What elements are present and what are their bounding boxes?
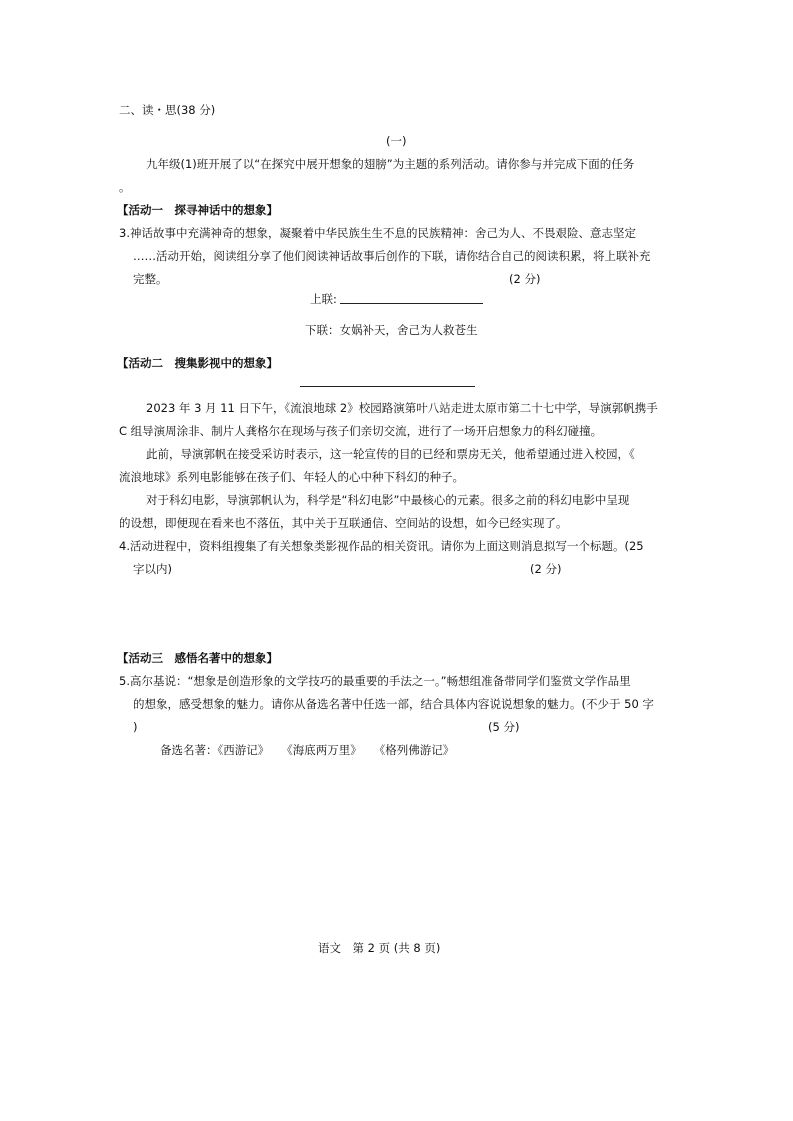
- couplet-lower: 下联：女娲补天，舍己为人救苍生: [305, 323, 478, 337]
- activity1-heading: 【活动一 探寻神话中的想象】: [117, 203, 278, 217]
- book-option-3: 《格列佛游记》: [373, 743, 455, 757]
- intro-line-2: 。: [119, 180, 131, 194]
- news-p3-line-1: 对于科幻电影，导演郭帆认为，科学是“科幻电影”中最核心的元素。很多之前的科幻电影中呈现: [146, 493, 630, 507]
- q5-line-3: ): [133, 720, 138, 734]
- q4-line-1: 4.活动进程中，资料组搜集了有关想象类影视作品的相关资讯。请你为上面这则消息拟写一个标题。(25: [119, 539, 644, 553]
- activity3-heading: 【活动三 感悟名著中的想象】: [117, 651, 278, 665]
- q5-line-1: 5.高尔基说：“想象是创造形象的文学技巧的最重要的手法之一。”畅想组准备带同学们鉴赏文学作品里: [119, 674, 631, 688]
- q5-line-2: 的想象，感受想象的魅力。请你从备选名著中任选一部，结合具体内容说说想象的魅力。(不少于 50 字: [133, 697, 654, 711]
- book-option-1: 《西游记》: [217, 743, 270, 757]
- activity2-heading: 【活动二 搜集影视中的想象】: [117, 356, 278, 370]
- q4-score: (2 分): [530, 562, 562, 576]
- intro-line-1: 九年级(1)班开展了以“在探究中展开想象的翅膀”为主题的系列活动。请你参与并完成下面的任务: [146, 157, 635, 171]
- news-p3-line-2: 的设想，即便现在看来也不落伍，其中关于互联通信、空间站的设想，如今已经实现了。: [119, 516, 568, 530]
- book-option-2: 《海底两万里》: [281, 743, 362, 757]
- page-footer: 语文 第 2 页 (共 8 页): [318, 941, 441, 955]
- news-p2-line-2: 流浪地球》系列电影能够在孩子们、年轻人的心中种下科幻的种子。: [119, 470, 464, 484]
- news-p2-line-1: 此前，导演郭帆在接受采访时表示，这一轮宣传的目的已经和票房无关，他希望通过进入校园，《: [146, 447, 635, 461]
- q3-line-3: 完整。: [133, 272, 168, 286]
- couplet-upper-answer-line[interactable]: [340, 303, 483, 304]
- q4-line-2: 字以内): [133, 562, 172, 576]
- q3-line-2: ……活动开始，阅读组分享了他们阅读神话故事后创作的下联，请你结合自己的阅读积累，将上联补充: [133, 249, 651, 263]
- part-title: (一): [386, 134, 407, 148]
- section-title: 二、读・思(38 分): [119, 103, 216, 117]
- q3-score: (2 分): [509, 272, 541, 286]
- news-p1-line-1: 2023 年 3 月 11 日下午，《流浪地球 2》校园路演第叶八站走进太原市第二十七中学，导演郭帆携手: [146, 401, 658, 415]
- couplet-upper-label: 上联:: [310, 292, 337, 306]
- news-title-answer-line[interactable]: [300, 386, 475, 387]
- book-options-label: 备选名著：: [160, 743, 218, 757]
- book-options: [160, 742, 454, 758]
- q3-line-1: 3.神话故事中充满神奇的想象，凝聚着中华民族生生不息的民族精神：舍己为人、不畏艰险、意志坚定: [119, 226, 636, 240]
- news-p1-line-2: C 组导演周涂非、制片人龚格尔在现场与孩子们亲切交流，进行了一场开启想象力的科幻碰撞。: [119, 424, 603, 438]
- q5-score: (5 分): [488, 720, 520, 734]
